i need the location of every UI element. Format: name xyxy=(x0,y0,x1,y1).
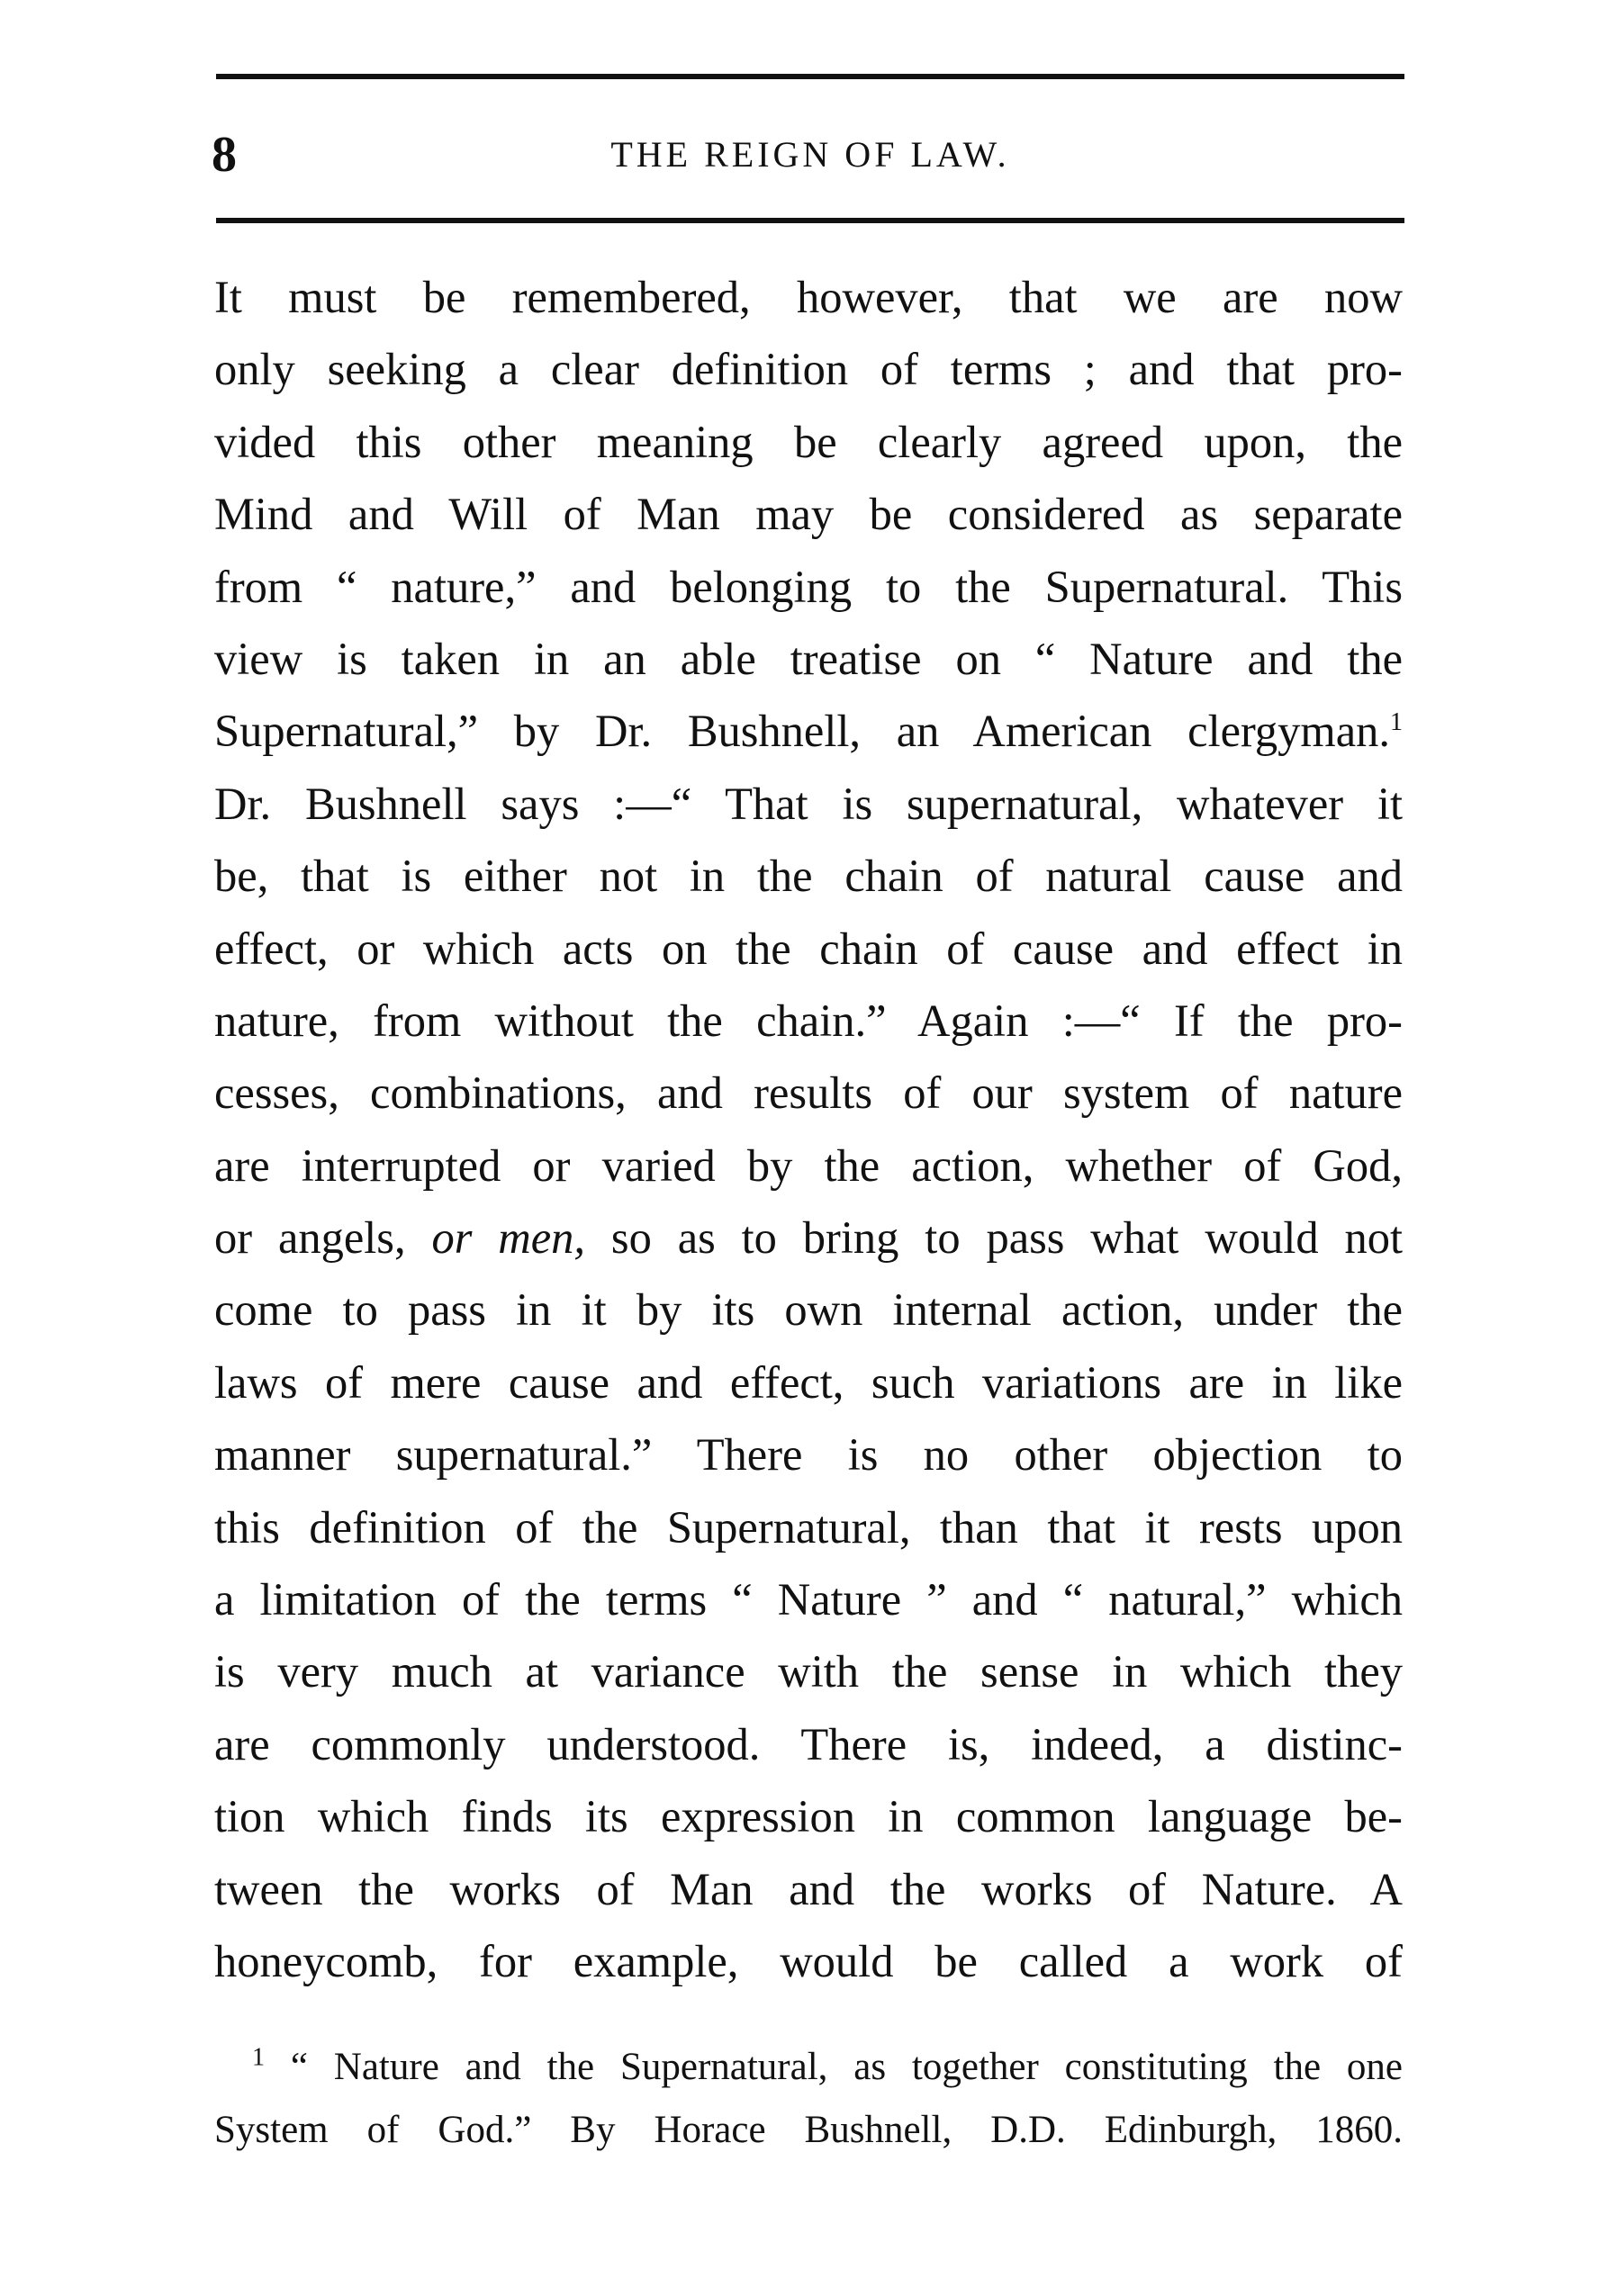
text-line: honeycomb, for example, would be called a work of xyxy=(214,1935,1403,1986)
body-text xyxy=(214,261,1403,1997)
footnote-line: System of God.” By Horace Bushnell, D.D. Edinburgh, 1860. xyxy=(214,2109,1403,2151)
text-line: be, that is either not in the chain of natural cause and xyxy=(214,851,1403,902)
page-number: 8 xyxy=(212,127,237,183)
italic-phrase: or men, xyxy=(431,1212,586,1264)
text-line: tion which finds its expression in common language be- xyxy=(214,1791,1403,1842)
header-rule-bottom xyxy=(216,218,1404,223)
running-title: THE REIGN OF LAW. xyxy=(610,134,1010,175)
header-rule-top xyxy=(216,74,1404,79)
text-line: is very much at variance with the sense in which they xyxy=(214,1646,1403,1697)
text-segment: Supernatural,” by Dr. Bushnell, an American clergyman. xyxy=(214,706,1390,757)
text-line: cesses, combinations, and results of our system of nature xyxy=(214,1067,1403,1119)
text-line: laws of mere cause and effect, such variations are in like xyxy=(214,1356,1403,1408)
text-line: are commonly understood. There is, indeed, a distinc- xyxy=(214,1718,1403,1769)
text-line-with-footnote-ref xyxy=(214,695,1403,767)
text-line: come to pass in it by its own internal action, under the xyxy=(214,1284,1403,1336)
text-segment: so as to bring to pass what would not xyxy=(610,1212,1403,1264)
text-line: vided this other meaning be clearly agreed upon, the xyxy=(214,416,1403,467)
text-line: manner supernatural.” There is no other objection to xyxy=(214,1429,1403,1481)
text-line: from “ nature,” and belonging to the Supernatural. This xyxy=(214,561,1403,612)
text-line: It must be remembered, however, that we are now xyxy=(214,272,1403,322)
footnote-marker: 1 xyxy=(252,2043,265,2072)
text-line: view is taken in an able treatise on “ Nature and the xyxy=(214,633,1403,684)
text-line: this definition of the Supernatural, than that it rests upon xyxy=(214,1501,1403,1553)
text-line-with-italic xyxy=(214,1202,1403,1274)
text-line: only seeking a clear definition of terms ; and that pro- xyxy=(214,344,1403,395)
text-line: Dr. Bushnell says :—“ That is supernatural, whatever it xyxy=(214,778,1403,829)
text-line: nature, from without the chain.” Again :—“ If the pro- xyxy=(214,995,1403,1046)
footnote-line xyxy=(214,2036,1403,2099)
page-header xyxy=(212,119,1409,191)
text-line: tween the works of Man and the works of Nature. A xyxy=(214,1863,1403,1914)
text-line: Mind and Will of Man may be considered as separate xyxy=(214,489,1403,540)
text-line: are interrupted or varied by the action, whether of God, xyxy=(214,1139,1403,1191)
footnote-text: “ Nature and the Supernatural, as together constituting the one xyxy=(290,2046,1404,2088)
text-segment: or angels, xyxy=(214,1212,406,1264)
text-line: a limitation of the terms “ Nature ” and “ natural,” which xyxy=(214,1574,1403,1625)
text-line: effect, or which acts on the chain of cause and effect in xyxy=(214,923,1403,974)
footnote xyxy=(214,2036,1403,2162)
footnote-reference: 1 xyxy=(1390,708,1403,737)
